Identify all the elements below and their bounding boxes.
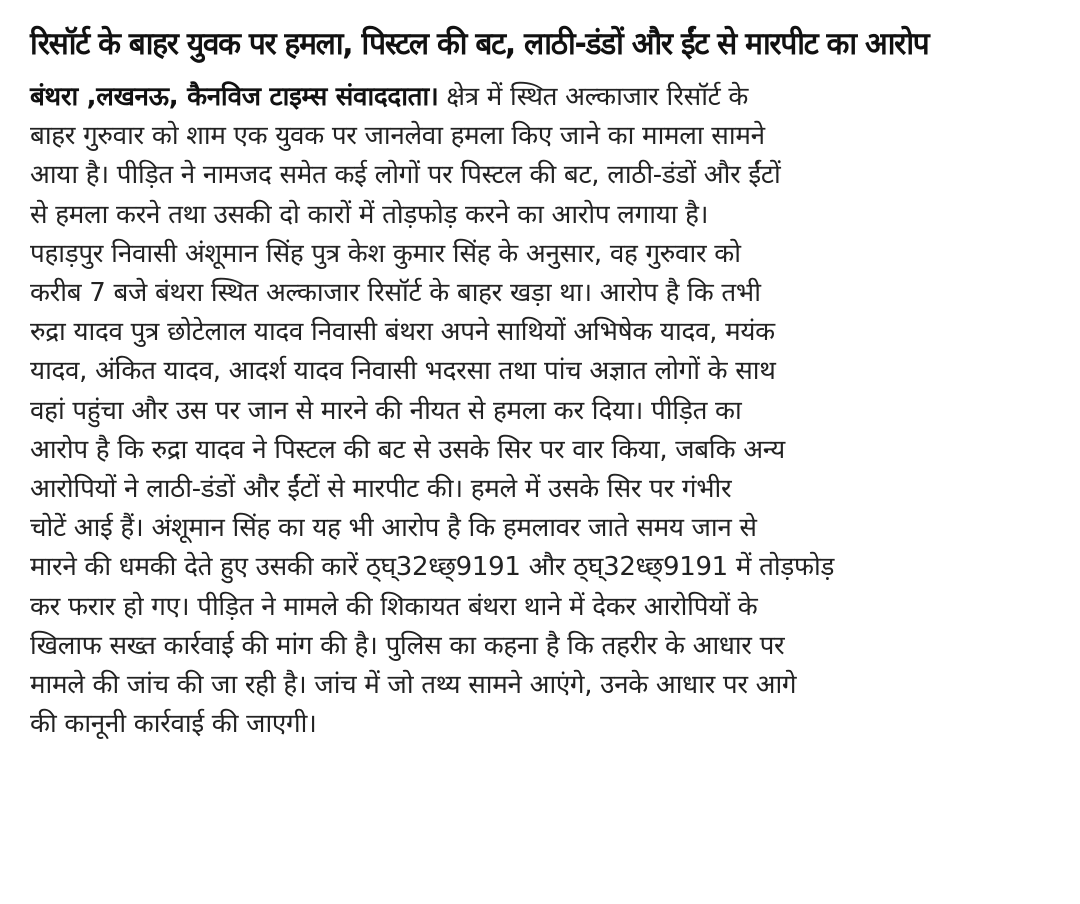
body-line: आया है। पीड़ित ने नामजद समेत कई लोगों पर पिस्टल की बट, लाठी-डंडों और ईंटों xyxy=(30,160,781,191)
body-line: खिलाफ सख्त कार्रवाई की मांग की है। पुलिस का कहना है कि तहरीर के आधार पर xyxy=(30,630,785,661)
body-line: करीब 7 बजे बंथरा स्थित अल्काजार रिसॉर्ट के बाहर खड़ा था। आरोप है कि तभी xyxy=(30,278,761,309)
body-line: चोटें आई हैं। अंशूमान सिंह का यह भी आरोप है कि हमलावर जाते समय जान से xyxy=(30,513,757,544)
article-body xyxy=(30,78,1050,744)
body-line-text: क्षेत्र में स्थित अल्काजार रिसॉर्ट के xyxy=(438,82,749,112)
body-line: से हमला करने तथा उसकी दो कारों में तोड़फोड़ करने का आरोप लगाया है। xyxy=(30,199,709,230)
body-line: की कानूनी कार्रवाई की जाएगी। xyxy=(30,709,317,740)
article-dateline: बंथरा ,लखनऊ, कैनविज टाइम्स संवाददाता। xyxy=(30,82,439,112)
body-line xyxy=(30,78,1050,117)
article-headline: रिसॉर्ट के बाहर युवक पर हमला, पिस्टल की बट, लाठी-डंडों और ईंट से मारपीट का आरोप xyxy=(30,26,929,62)
body-line: आरोपियों ने लाठी-डंडों और ईंटों से मारपीट की। हमले में उसके सिर पर गंभीर xyxy=(30,474,732,505)
body-line: आरोप है कि रुद्रा यादव ने पिस्टल की बट से उसके सिर पर वार किया, जबकि अन्य xyxy=(30,434,785,465)
body-line: पहाड़पुर निवासी अंशूमान सिंह पुत्र केश कुमार सिंह के अनुसार, वह गुरुवार को xyxy=(30,238,741,269)
body-line: रुद्रा यादव पुत्र छोटेलाल यादव निवासी बंथरा अपने साथियों अभिषेक यादव, मयंक xyxy=(30,317,775,348)
body-line: कर फरार हो गए। पीड़ित ने मामले की शिकायत बंथरा थाने में देकर आरोपियों के xyxy=(30,591,758,622)
body-line: यादव, अंकित यादव, आदर्श यादव निवासी भदरसा तथा पांच अज्ञात लोगों के साथ xyxy=(30,356,776,387)
body-line: वहां पहुंचा और उस पर जान से मारने की नीयत से हमला कर दिया। पीड़ित का xyxy=(30,395,742,426)
body-line: बाहर गुरुवार को शाम एक युवक पर जानलेवा हमला किए जाने का मामला सामने xyxy=(30,121,765,152)
body-line: मारने की धमकी देते हुए उसकी कारें ठ्घ्32ध्छ्9191 और ठ्घ्32ध्छ्9191 में तोड़फोड़ xyxy=(30,552,835,583)
body-line: मामले की जांच की जा रही है। जांच में जो तथ्य सामने आएंगे, उनके आधार पर आगे xyxy=(30,670,797,701)
